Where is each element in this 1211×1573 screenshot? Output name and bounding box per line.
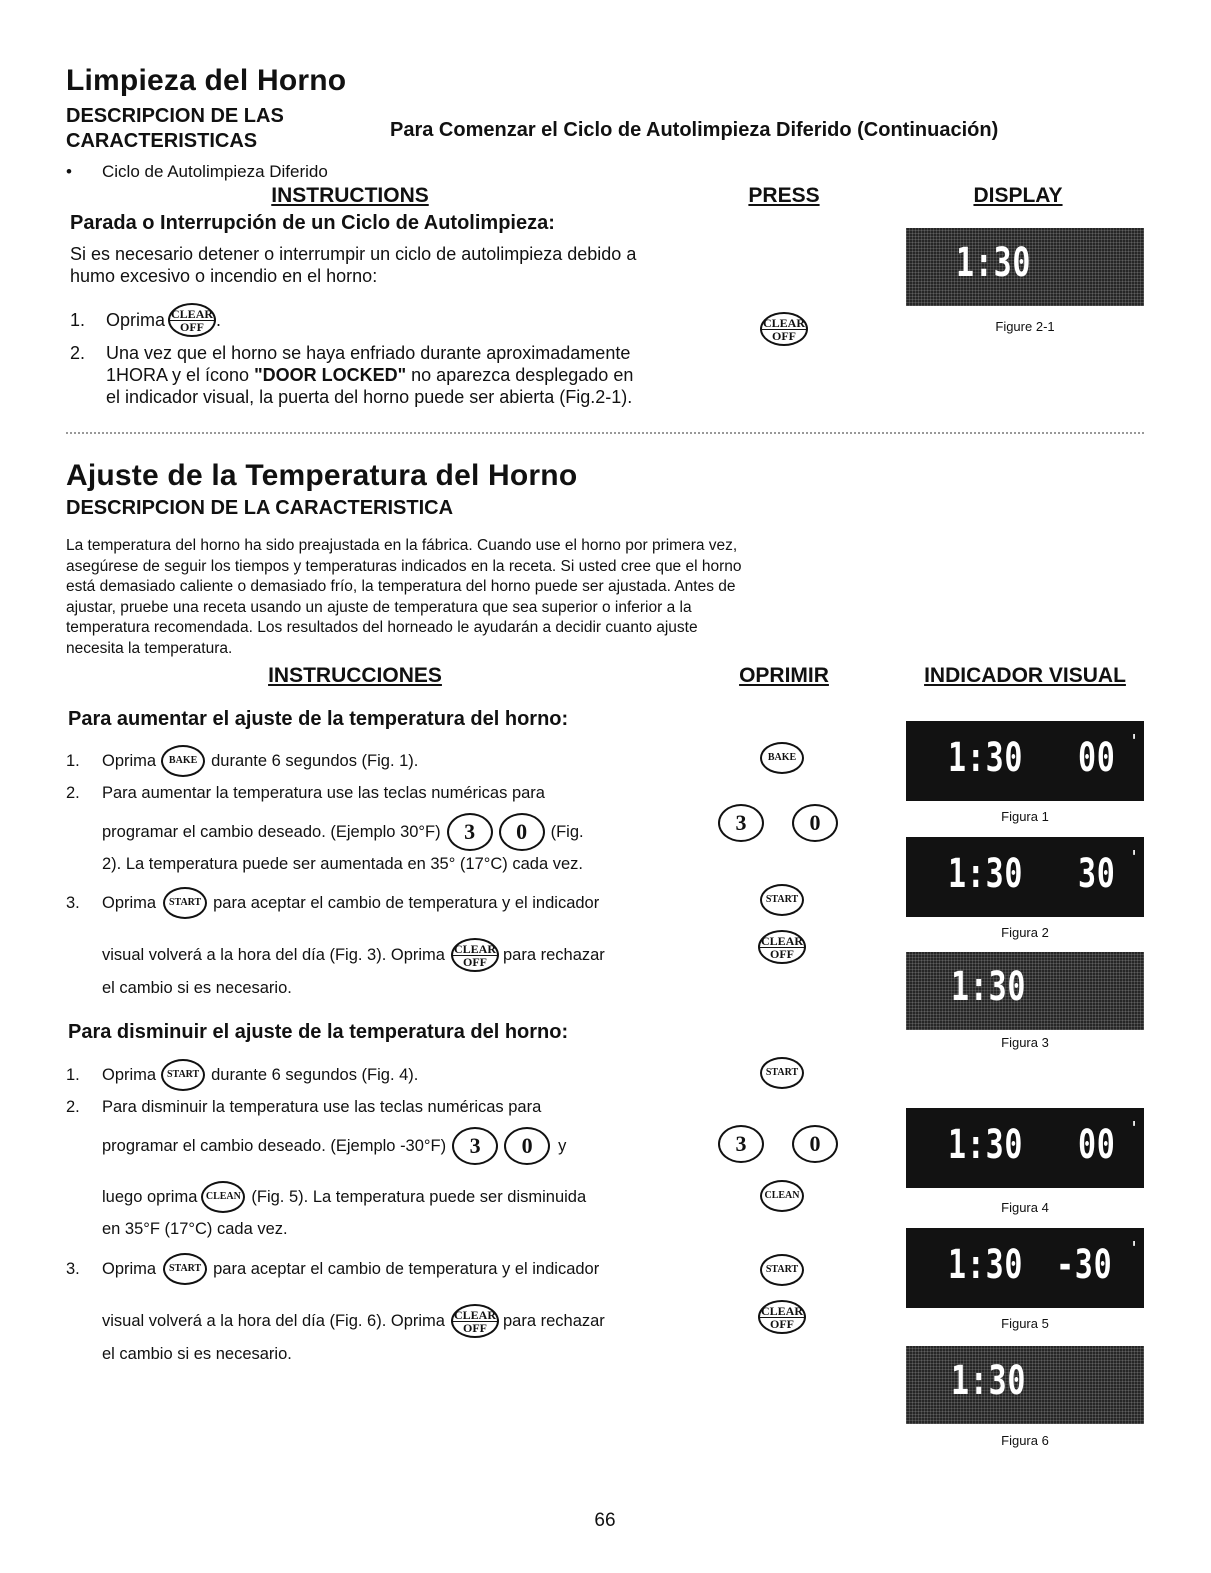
step-number: 3.	[66, 1259, 80, 1278]
figura-5-label: Figura 5	[1001, 1316, 1049, 1331]
press-number-0-key-icon: 0	[792, 1125, 838, 1163]
step2-line-1: Una vez que el horno se haya enfriado durante aproximadamente	[106, 343, 631, 363]
press-clear-off-key	[760, 312, 808, 346]
key-off-label: OFF	[770, 1316, 794, 1331]
description-line: ajustar, pruebe una receta usando un ajuste de temperatura que sea superior o inferior a la	[66, 598, 692, 616]
column-header-press: PRESS	[748, 184, 820, 207]
display-figura-6	[906, 1346, 1144, 1424]
bake-key-icon: BAKE	[161, 745, 205, 777]
step-number: 1.	[66, 1065, 80, 1084]
display-value: 00	[1078, 735, 1116, 781]
step-text-b: para aceptar el cambio de temperatura y el indicador	[213, 1259, 600, 1278]
display-time: 1:30	[948, 735, 1024, 781]
press-bake-key-icon: BAKE	[760, 742, 804, 774]
display-time: 1:30	[956, 240, 1032, 286]
degree-mark: '	[1130, 1118, 1139, 1139]
column-header-instrucciones: INSTRUCCIONES	[268, 664, 442, 687]
decrease-step-2-line-2	[102, 1126, 566, 1166]
clear-off-key-icon	[760, 312, 808, 346]
door-locked-label: "DOOR LOCKED"	[254, 365, 407, 385]
description-line: temperatura recomendada. Los resultados del horneado le ayudarán a decidir cuanto ajuste	[66, 619, 698, 636]
step2-line-3: el indicador visual, la puerta del horno puede ser abierta (Fig.2-1).	[106, 387, 633, 407]
step-text-b: durante 6 segundos (Fig. 4).	[211, 1065, 419, 1084]
step-text-b: para aceptar el cambio de temperatura y el indicador	[213, 893, 600, 912]
step-text-a: visual volverá a la hora del día (Fig. 6). Oprima	[102, 1311, 445, 1330]
display-time: 1:30	[951, 964, 1027, 1010]
increase-step-3-line-1	[66, 886, 599, 920]
step2-line-2	[70, 364, 633, 386]
key-off-label: OFF	[462, 1320, 487, 1335]
number-3-key-icon: 3	[447, 813, 493, 851]
step-text-b: (Fig. 5). La temperatura puede ser disminuida	[251, 1187, 587, 1206]
increase-step-3-line-3: el cambio si es necesario.	[102, 979, 292, 997]
key-clear-label: CLEAR	[171, 306, 214, 321]
start-key-icon: START	[161, 1059, 205, 1091]
figura-6-label: Figura 6	[1001, 1433, 1049, 1448]
step-text-b: para rechazar	[502, 945, 605, 964]
press-start-key-icon: START	[760, 884, 804, 916]
press-start-key-icon: START	[760, 1254, 804, 1286]
step-number: 1.	[66, 751, 80, 770]
display-figura-2	[906, 837, 1144, 917]
clear-off-key-icon	[451, 1304, 499, 1338]
step-number: 1.	[70, 310, 86, 330]
figura-3-label: Figura 3	[1001, 1035, 1049, 1050]
increase-step-1	[66, 744, 418, 778]
display-value: 30	[1078, 851, 1116, 897]
degree-mark: '	[1130, 847, 1139, 868]
bullet-dot: •	[66, 162, 72, 181]
stop-intro	[70, 243, 636, 287]
degree-mark: '	[1130, 1238, 1139, 1259]
number-3-key-icon: 3	[452, 1127, 498, 1165]
display-figura-5	[906, 1228, 1144, 1308]
stop-heading: Parada o Interrupción de un Ciclo de Autolimpieza:	[70, 212, 555, 234]
step-text: Oprima	[106, 310, 166, 330]
start-key-icon: START	[163, 1253, 207, 1285]
figure-2-1-label: Figure 2-1	[995, 319, 1055, 334]
step-text-a: programar el cambio deseado. (Ejemplo 30°F)	[102, 822, 441, 841]
display-time: 1:30	[948, 1122, 1024, 1168]
increase-step-3-line-2	[102, 935, 605, 975]
decrease-step-3-line-2	[102, 1301, 605, 1341]
press-start-key-icon: START	[760, 1057, 804, 1089]
decrease-step-2-line-3	[102, 1180, 586, 1214]
intro-line-1: Si es necesario detener o interrumpir un ciclo de autolimpieza debido a	[70, 244, 637, 264]
section2-subtitle: DESCRIPCION DE LA CARACTERISTICA	[66, 497, 454, 519]
step-number: 2.	[70, 343, 86, 363]
subtitle-line-1: DESCRIPCION DE LAS	[66, 105, 284, 127]
press-clean-key-icon: CLEAN	[760, 1180, 804, 1212]
display-figura-4	[906, 1108, 1144, 1188]
increase-heading: Para aumentar el ajuste de la temperatura del horno:	[68, 708, 569, 730]
key-clear-label: CLEAR	[761, 933, 804, 948]
step-text-a: Oprima	[102, 893, 157, 912]
step-end: .	[216, 310, 222, 330]
column-header-indicador-visual: INDICADOR VISUAL	[924, 664, 1126, 687]
key-clear-label: CLEAR	[763, 315, 806, 330]
increase-step-2-line-2	[102, 812, 584, 852]
clean-key-icon: CLEAN	[201, 1181, 245, 1213]
description-line: necesita la temperatura.	[66, 639, 233, 657]
description-line: está demasiado caliente o demasiado frío, la temperatura del horno puede ser ajustada. Antes de	[66, 578, 736, 595]
display-figure-2-1	[906, 228, 1144, 306]
figura-2-label: Figura 2	[1001, 925, 1049, 940]
press-number-0-key-icon: 0	[792, 804, 838, 842]
press-clear-off-key-icon	[758, 930, 806, 964]
bullet-item	[66, 162, 328, 182]
display-value: -30	[1056, 1242, 1113, 1288]
step-text-a: programar el cambio deseado. (Ejemplo -30°F)	[102, 1136, 447, 1155]
section2-title: Ajuste de la Temperatura del Horno	[66, 459, 578, 492]
key-off-label: OFF	[772, 328, 796, 343]
key-off-label: OFF	[462, 954, 487, 969]
key-clear-label: CLEAR	[761, 1303, 804, 1318]
step-number: 2.	[66, 784, 80, 802]
step-number: 2.	[66, 1098, 80, 1116]
description-line: asegúrese de seguir los tiempos y temperaturas indicados en la receta. Si usted cree que el horno	[66, 557, 742, 575]
number-0-key-icon: 0	[504, 1127, 550, 1165]
decrease-step-2-line-1	[66, 1098, 541, 1117]
decrease-step-3-line-3: el cambio si es necesario.	[102, 1345, 292, 1363]
display-time: 1:30	[948, 851, 1024, 897]
number-0-key-icon: 0	[499, 813, 545, 851]
step-text: Para disminuir la temperatura use las teclas numéricas para	[102, 1098, 542, 1116]
step2-text-a: 1HORA y el ícono	[106, 365, 255, 385]
column-header-oprimir: OPRIMIR	[739, 664, 829, 687]
display-figura-3	[906, 952, 1144, 1030]
stop-step-1	[70, 300, 221, 340]
decrease-step-1	[66, 1058, 418, 1092]
key-clear-label: CLEAR	[453, 941, 496, 956]
display-time: 1:30	[948, 1242, 1024, 1288]
press-number-3-key-icon: 3	[718, 804, 764, 842]
step-number: 3.	[66, 893, 80, 912]
step-text-b: durante 6 segundos (Fig. 1).	[211, 751, 419, 770]
decrease-step-2-line-4: en 35°F (17°C) cada vez.	[102, 1220, 288, 1238]
clear-off-key-icon	[451, 938, 499, 972]
column-header-display: DISPLAY	[973, 184, 1063, 207]
step-text-b: para rechazar	[502, 1311, 605, 1330]
step-text-a: Oprima	[102, 1259, 157, 1278]
step-text-a: Oprima	[102, 751, 157, 770]
degree-mark: '	[1130, 731, 1139, 752]
figura-1-label: Figura 1	[1001, 809, 1049, 824]
step-text-a: visual volverá a la hora del día (Fig. 3). Oprima	[102, 945, 445, 964]
page-number: 66	[594, 1510, 616, 1531]
figura-4-label: Figura 4	[1001, 1200, 1049, 1215]
key-off-label: OFF	[770, 946, 794, 961]
section1-right-heading: Para Comenzar el Ciclo de Autolimpieza Diferido (Continuación)	[390, 119, 999, 141]
section1-title: Limpieza del Horno	[66, 64, 347, 97]
stop-step-2	[70, 342, 633, 408]
press-clear-off-key-icon	[758, 1300, 806, 1334]
step-text: Para aumentar la temperatura use las teclas numéricas para	[102, 784, 545, 802]
increase-step-2-line-3: 2). La temperatura puede ser aumentada en 35° (17°C) cada vez.	[102, 855, 583, 873]
description-line: La temperatura del horno ha sido preajustada en la fábrica. Cuando use el horno por primera vez,	[66, 537, 738, 554]
display-time: 1:30	[951, 1358, 1027, 1404]
step-text-a: Oprima	[102, 1065, 157, 1084]
decrease-heading: Para disminuir el ajuste de la temperatura del horno:	[68, 1021, 569, 1043]
decrease-step-3-line-1	[66, 1252, 599, 1286]
section2-description	[66, 536, 742, 659]
section1-subtitle	[66, 104, 284, 154]
step-text-b: (Fig.	[550, 822, 584, 841]
subtitle-line-2: CARACTERISTICAS	[66, 130, 258, 152]
step-text-b: y	[558, 1136, 567, 1155]
clear-off-key-icon	[168, 303, 216, 337]
intro-line-2: humo excesivo o incendio en el horno:	[70, 266, 378, 286]
press-number-3-key-icon: 3	[718, 1125, 764, 1163]
section-divider	[66, 432, 1144, 434]
bullet-text: Ciclo de Autolimpieza Diferido	[102, 162, 328, 181]
key-off-label: OFF	[180, 319, 205, 334]
display-figura-1	[906, 721, 1144, 801]
column-header-instructions: INSTRUCTIONS	[271, 184, 429, 207]
step2-text-c: no aparezca desplegado en	[406, 365, 634, 385]
key-clear-label: CLEAR	[453, 1307, 496, 1322]
display-value: 00	[1078, 1122, 1116, 1168]
start-key-icon: START	[163, 887, 207, 919]
step-text-a: luego oprima	[102, 1187, 198, 1206]
increase-step-2-line-1	[66, 784, 545, 803]
